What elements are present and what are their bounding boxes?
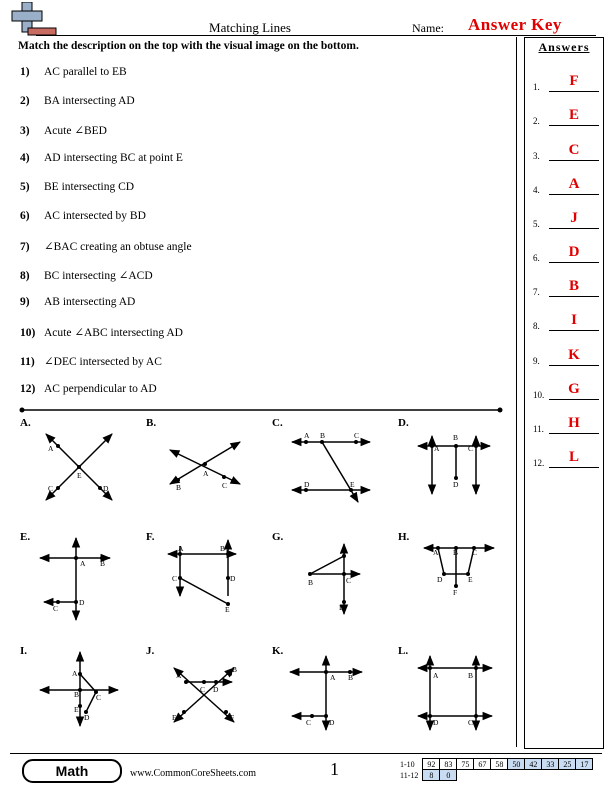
svg-text:B: B bbox=[453, 548, 459, 557]
figure-label-g: G. bbox=[272, 531, 284, 543]
svg-text:D: D bbox=[213, 685, 219, 694]
page-number: 1 bbox=[330, 759, 339, 779]
svg-text:C: C bbox=[200, 685, 206, 694]
answer-value: L bbox=[568, 449, 579, 465]
answer-value: G bbox=[568, 381, 580, 397]
footer-rule bbox=[10, 753, 602, 754]
separator-line bbox=[20, 408, 503, 413]
svg-text:C: C bbox=[172, 574, 178, 583]
answers-panel bbox=[524, 37, 604, 749]
svg-text:B: B bbox=[74, 690, 80, 699]
point-letters bbox=[48, 431, 477, 727]
figure-label-j: J. bbox=[146, 645, 155, 657]
svg-text:A: A bbox=[434, 444, 440, 453]
question-7: 7) ∠BAC creating an obtuse angle bbox=[20, 241, 192, 253]
answer-value: B bbox=[568, 278, 579, 294]
svg-text:D: D bbox=[453, 480, 459, 489]
question-11: 11) ∠DEC intersected by AC bbox=[20, 356, 162, 368]
svg-text:A: A bbox=[304, 431, 310, 440]
figure-label-l: L. bbox=[398, 645, 409, 657]
answer-value: I bbox=[571, 312, 577, 328]
score-table bbox=[398, 758, 593, 781]
score-row-1-10: 1-10 92 83 75 67 58 50 42 33 25 17 bbox=[398, 759, 593, 770]
svg-text:C: C bbox=[472, 548, 478, 557]
svg-text:C: C bbox=[306, 718, 312, 727]
svg-text:C: C bbox=[346, 576, 352, 585]
svg-text:C: C bbox=[468, 718, 474, 727]
answer-row-1: 1. F bbox=[533, 74, 601, 92]
svg-text:E: E bbox=[172, 713, 177, 722]
svg-text:A: A bbox=[330, 673, 336, 682]
column-divider bbox=[516, 37, 517, 747]
svg-text:B: B bbox=[453, 433, 459, 442]
svg-text:E: E bbox=[77, 471, 82, 480]
svg-text:A: A bbox=[340, 547, 346, 556]
svg-text:D: D bbox=[84, 713, 90, 722]
svg-text:C: C bbox=[354, 431, 360, 440]
figure-c bbox=[292, 442, 370, 502]
figure-label-h: H. bbox=[398, 531, 410, 543]
answer-row-8: 8. I bbox=[533, 313, 601, 331]
figure-label-d: D. bbox=[398, 417, 409, 429]
figure-j bbox=[174, 668, 234, 722]
svg-text:A: A bbox=[178, 544, 184, 553]
answer-row-3: 3. C bbox=[533, 143, 601, 161]
svg-text:E: E bbox=[74, 705, 79, 714]
answer-value: F bbox=[569, 73, 579, 89]
figure-label-b: B. bbox=[146, 417, 157, 429]
svg-text:A: A bbox=[433, 671, 439, 680]
svg-text:C: C bbox=[48, 484, 54, 493]
svg-text:D: D bbox=[79, 598, 85, 607]
svg-text:E: E bbox=[468, 575, 473, 584]
instructions: Match the description on the top with the visual image on the bottom. bbox=[18, 40, 359, 52]
svg-text:F: F bbox=[453, 588, 458, 597]
svg-text:D: D bbox=[230, 574, 236, 583]
answer-value: H bbox=[568, 415, 580, 431]
question-2: 2) BA intersecting AD bbox=[20, 95, 135, 107]
svg-text:F: F bbox=[230, 713, 235, 722]
svg-text:B: B bbox=[232, 665, 238, 674]
svg-text:D: D bbox=[433, 718, 439, 727]
svg-text:B: B bbox=[176, 483, 182, 492]
answer-row-4: 4. A bbox=[533, 177, 601, 195]
svg-text:B: B bbox=[100, 559, 106, 568]
svg-text:A: A bbox=[72, 669, 78, 678]
answer-row-9: 9. K bbox=[533, 348, 601, 366]
site-url: www.CommonCoreSheets.com bbox=[130, 768, 257, 779]
svg-text:B: B bbox=[320, 431, 326, 440]
svg-text:B: B bbox=[348, 673, 354, 682]
figure-label-a: A. bbox=[20, 417, 31, 429]
answer-value: E bbox=[568, 107, 579, 123]
svg-text:A: A bbox=[48, 444, 54, 453]
svg-text:B: B bbox=[468, 671, 474, 680]
answers-heading: Answers bbox=[538, 40, 590, 54]
figure-label-f: F. bbox=[146, 531, 155, 543]
figure-label-i: I. bbox=[20, 645, 28, 657]
svg-text:D: D bbox=[339, 603, 345, 612]
svg-text:D: D bbox=[304, 480, 310, 489]
svg-text:D: D bbox=[437, 575, 443, 584]
question-4: 4) AD intersecting BC at point E bbox=[20, 152, 183, 164]
answer-row-2: 2. E bbox=[533, 108, 601, 126]
figure-label-c: C. bbox=[272, 417, 283, 429]
question-8: 8) BC intersecting ∠ACD bbox=[20, 270, 153, 282]
svg-text:B: B bbox=[308, 578, 314, 587]
worksheet-title: Matching Lines bbox=[209, 20, 291, 35]
question-6: 6) AC intersected by BD bbox=[20, 210, 146, 222]
answer-value: C bbox=[568, 142, 580, 158]
figure-e bbox=[40, 538, 110, 620]
svg-text:B: B bbox=[220, 544, 226, 553]
answer-value: D bbox=[568, 244, 580, 260]
svg-text:C: C bbox=[468, 444, 474, 453]
math-badge: Math bbox=[22, 759, 122, 783]
svg-text:E: E bbox=[225, 605, 230, 614]
answer-row-12: 12. L bbox=[533, 450, 601, 468]
answer-row-6: 6. D bbox=[533, 245, 601, 263]
question-9: 9) AB intersecting AD bbox=[20, 296, 136, 308]
question-5: 5) BE intersecting CD bbox=[20, 181, 135, 193]
svg-text:C: C bbox=[222, 481, 228, 490]
answer-row-11: 11. H bbox=[533, 416, 601, 434]
figures-area bbox=[0, 398, 516, 750]
figure-g bbox=[310, 544, 360, 614]
svg-text:A: A bbox=[433, 548, 439, 557]
header-rule bbox=[36, 35, 596, 36]
figure-label-e: E. bbox=[20, 531, 31, 543]
question-3: 3) Acute ∠BED bbox=[20, 125, 107, 137]
answer-row-5: 5. J bbox=[533, 211, 601, 229]
svg-text:C: C bbox=[53, 604, 59, 613]
name-label: Name: bbox=[412, 21, 444, 35]
question-1: 1) AC parallel to EB bbox=[20, 66, 127, 78]
answer-key-label: Answer Key bbox=[468, 15, 562, 34]
svg-text:A: A bbox=[80, 559, 86, 568]
svg-text:D: D bbox=[103, 484, 109, 493]
figure-label-k: K. bbox=[272, 645, 284, 657]
question-12: 12) AC perpendicular to AD bbox=[20, 383, 157, 395]
answer-value: A bbox=[568, 176, 580, 192]
svg-text:A: A bbox=[176, 671, 182, 680]
answer-row-10: 10. G bbox=[533, 382, 601, 400]
svg-text:E: E bbox=[350, 480, 355, 489]
answer-value: K bbox=[568, 347, 580, 363]
svg-text:A: A bbox=[203, 469, 209, 478]
question-10: 10) Acute ∠ABC intersecting AD bbox=[20, 327, 183, 339]
svg-text:C: C bbox=[96, 693, 102, 702]
figure-k bbox=[290, 656, 362, 730]
answer-value: J bbox=[570, 210, 578, 226]
score-row-11-12: 11-12 8 0 bbox=[398, 770, 593, 781]
svg-text:D: D bbox=[329, 718, 335, 727]
answer-row-7: 7. B bbox=[533, 279, 601, 297]
